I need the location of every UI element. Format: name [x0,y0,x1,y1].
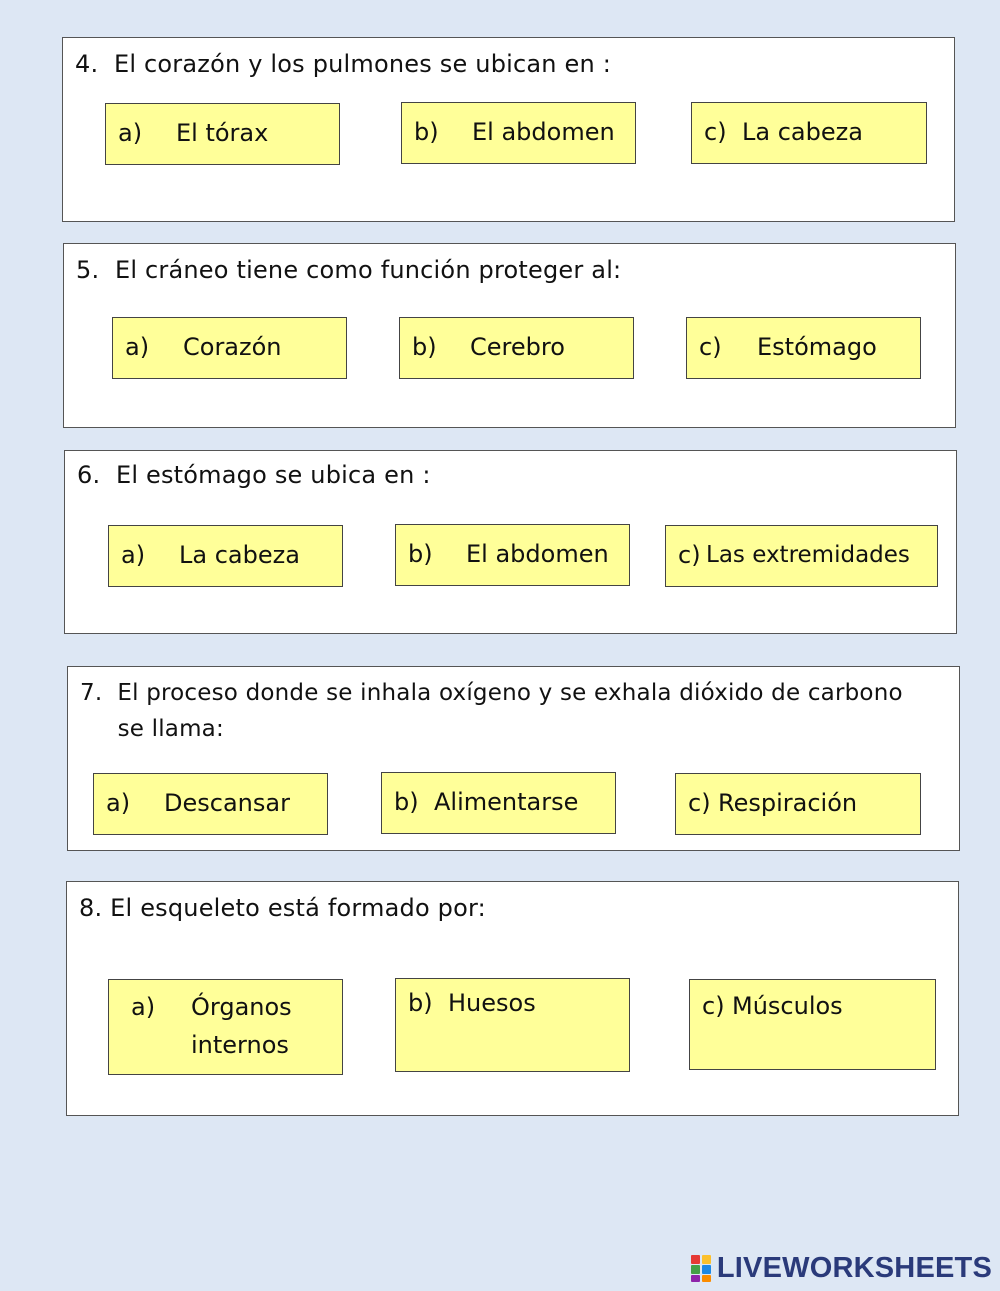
option-label: Respiración [718,789,858,817]
question-6-card [64,450,957,634]
option-letter: b) [412,333,437,361]
liveworksheets-logo [691,1252,992,1285]
question-4-text: 4. El corazón y los pulmones se ubican en : [75,50,612,78]
question-8-text: 8. El esqueleto está formado por: [79,894,486,922]
option-letter: c) [702,992,725,1020]
question-5-option-b[interactable] [399,317,634,379]
option-label: La cabeza [179,541,300,569]
question-7-text: 7. El proceso donde se inhala oxígeno y se exhala dióxido de carbono se llama: [80,680,903,742]
question-8-option-c[interactable] [689,979,936,1070]
option-letter: c) [699,333,722,361]
option-label: Huesos [448,989,536,1017]
question-4-card [62,37,955,222]
option-label: Órganos internos [191,993,292,1059]
option-label: Alimentarse [434,788,579,816]
question-4-option-a[interactable] [105,103,340,165]
option-letter: c) [688,789,711,817]
question-8-card [66,881,959,1116]
question-7-card [67,666,960,851]
question-8-option-a[interactable] [108,979,343,1075]
option-label: Músculos [732,992,843,1020]
question-8-option-b[interactable] [395,978,630,1072]
option-label: La cabeza [742,118,863,146]
option-label: Descansar [164,789,290,817]
option-letter: c) [678,541,701,569]
option-label: El abdomen [466,540,609,568]
option-label: El tórax [176,119,269,147]
question-5-text: 5. El cráneo tiene como función proteger al: [76,256,622,284]
question-4-option-b[interactable] [401,102,636,164]
question-6-option-b[interactable] [395,524,630,586]
question-5-option-a[interactable] [112,317,347,379]
option-letter: c) [704,118,727,146]
option-letter: b) [394,788,419,816]
question-6-text: 6. El estómago se ubica en : [77,461,431,489]
option-letter: b) [408,540,433,568]
option-label: Corazón [183,333,282,361]
option-letter: b) [408,989,433,1017]
question-7-option-a[interactable] [93,773,328,835]
option-label: Estómago [757,333,877,361]
option-letter: a) [118,119,143,147]
question-4-option-c[interactable] [691,102,927,164]
question-6-option-a[interactable] [108,525,343,587]
logo-grid-icon [691,1255,713,1283]
option-label: Las extremidades [706,542,910,568]
logo-text: LIVEWORKSHEETS [716,1252,992,1284]
option-letter: a) [125,333,150,361]
question-5-option-c[interactable] [686,317,921,379]
question-6-option-c[interactable] [665,525,938,587]
option-letter: b) [414,118,439,146]
option-letter: a) [106,789,131,817]
option-letter: a) [131,993,156,1021]
option-label: El abdomen [472,118,615,146]
question-5-card [63,243,956,428]
option-letter: a) [121,541,146,569]
question-7-option-c[interactable] [675,773,921,835]
option-label: Cerebro [470,333,565,361]
question-7-option-b[interactable] [381,772,616,834]
